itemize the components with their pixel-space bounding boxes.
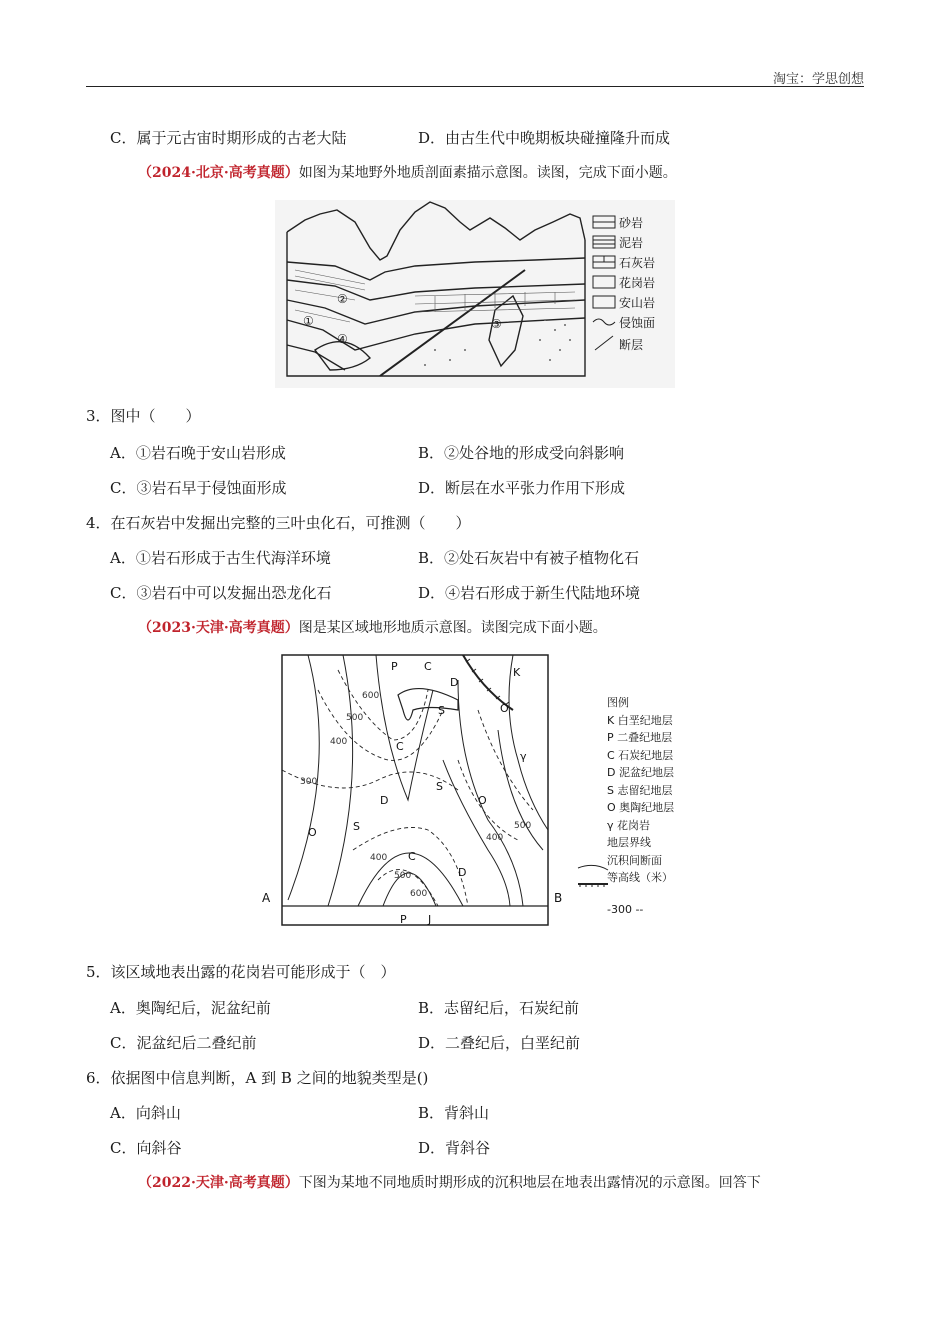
q3-option-a[interactable]: A．①岩石晚于安山岩形成	[110, 444, 286, 462]
q6-option-d[interactable]: D．背斜谷	[418, 1139, 491, 1157]
legend-contour: 等高线（米）	[607, 871, 673, 884]
label-p-bottom: P	[400, 913, 407, 926]
legend-andesite: 安山岩	[619, 296, 656, 310]
marker-3: ③	[491, 317, 502, 331]
q4-option-c[interactable]: C．③岩石中可以发掘出恐龙化石	[110, 584, 332, 602]
contour-600-bottom: 600	[410, 889, 428, 899]
label-s-left: S	[353, 820, 360, 833]
q4-stem: 4．在石灰岩中发掘出完整的三叶虫化石，可推测（ ）	[86, 514, 471, 532]
legend-gamma: γ 花岗岩	[607, 818, 651, 832]
contour-500-bottom: 500	[394, 871, 412, 881]
contour-600-top: 600	[362, 691, 380, 701]
point-b: B	[554, 891, 563, 905]
geologic-map-figure	[258, 650, 638, 935]
q6-option-b[interactable]: B．背斜山	[418, 1104, 490, 1122]
legend-limestone: 石灰岩	[619, 256, 656, 270]
map-legend	[607, 694, 717, 918]
legend-k: K 白垩纪地层	[607, 713, 673, 727]
label-c-bottom: C	[408, 850, 416, 863]
intro-2022	[138, 1173, 761, 1193]
label-k: K	[513, 666, 521, 679]
legend-contour-sample: -300 --	[607, 902, 644, 916]
contour-400-bottom: 400	[370, 853, 388, 863]
label-p-top: P	[391, 660, 398, 673]
label-s-mid: S	[436, 780, 443, 793]
intro-2024	[138, 163, 677, 183]
intro-text: 下图为某地不同地质时期形成的沉积地层在地表出露情况的示意图。回答下	[298, 1175, 761, 1191]
legend-boundary: 地层界线	[607, 836, 651, 849]
source-tag: （2023·天津·高考真题）	[138, 620, 299, 636]
legend-o: O 奥陶纪地层	[607, 801, 675, 814]
q5-option-d[interactable]: D．二叠纪后，白垩纪前	[418, 1034, 581, 1052]
legend-p: P 二叠纪地层	[607, 731, 673, 744]
q5-option-b[interactable]: B．志留纪后，石炭纪前	[418, 999, 580, 1017]
legend-sandstone: 砂岩	[619, 216, 644, 230]
q5-option-c[interactable]: C．泥盆纪后二叠纪前	[110, 1034, 257, 1052]
intro-text: 如图为某地野外地质剖面素描示意图。读图，完成下面小题。	[298, 165, 677, 181]
point-a: A	[262, 891, 271, 905]
q6-stem: 6．依据图中信息判断，A 到 B 之间的地貌类型是()	[86, 1069, 429, 1087]
contour-500-top: 500	[346, 713, 364, 723]
q5-option-a[interactable]: A．奥陶纪后，泥盆纪前	[110, 999, 271, 1017]
marker-1: ①	[303, 314, 314, 328]
intro-2023	[138, 618, 607, 638]
legend-granite: 花岗岩	[619, 276, 656, 290]
legend-d: D 泥盆纪地层	[607, 766, 674, 779]
label-j-bottom: J	[428, 913, 432, 926]
legend-title: 图例	[607, 696, 629, 709]
label-o-right: O	[500, 702, 509, 715]
contour-400-right: 400	[486, 833, 504, 843]
q4-option-b[interactable]: B．②处石灰岩中有被子植物化石	[418, 549, 640, 567]
label-o-left: O	[308, 826, 317, 839]
legend-unconformity: 沉积间断面	[607, 853, 662, 867]
q4-option-a[interactable]: A．①岩石形成于古生代海洋环境	[110, 549, 331, 567]
legend-mudstone: 泥岩	[619, 236, 644, 250]
label-c-top: C	[424, 660, 432, 673]
prev-option-c: C．属于元古宙时期形成的古老大陆	[110, 129, 347, 147]
label-c-mid: C	[396, 740, 404, 753]
label-s-top: S	[438, 704, 445, 717]
label-d-bottom: D	[458, 866, 467, 879]
intro-text: 图是某区域地形地质示意图。读图完成下面小题。	[298, 620, 607, 636]
contour-400-top: 400	[330, 737, 348, 747]
prev-option-d: D．由古生代中晚期板块碰撞隆升而成	[418, 129, 671, 147]
label-gamma: γ	[520, 750, 527, 763]
geologic-section-figure	[275, 200, 675, 388]
source-tag: （2022·天津·高考真题）	[138, 1175, 299, 1191]
header-rule	[86, 86, 864, 87]
label-d-top: D	[450, 676, 459, 689]
q3-option-b[interactable]: B．②处谷地的形成受向斜影响	[418, 444, 625, 462]
legend-fault: 断层	[619, 338, 644, 352]
q6-option-a[interactable]: A．向斜山	[110, 1104, 181, 1122]
label-o-mid: O	[478, 794, 487, 807]
label-d-mid: D	[380, 794, 389, 807]
header-brand: 淘宝：学思创想	[772, 72, 864, 87]
q3-option-d[interactable]: D．断层在水平张力作用下形成	[418, 479, 626, 497]
q3-option-c[interactable]: C．③岩石早于侵蚀面形成	[110, 479, 287, 497]
legend-c: C 石炭纪地层	[607, 748, 674, 762]
source-tag: （2024·北京·高考真题）	[138, 165, 299, 181]
q6-option-c[interactable]: C．向斜谷	[110, 1139, 182, 1157]
contour-500-right: 500	[514, 821, 532, 831]
legend-erosion-surface: 侵蚀面	[619, 316, 656, 330]
marker-4: ④	[337, 332, 348, 346]
contour-300-left: 300	[300, 777, 318, 787]
q4-option-d[interactable]: D．④岩石形成于新生代陆地环境	[418, 584, 641, 602]
q3-stem: 3．图中（ ）	[86, 407, 201, 425]
q5-stem: 5．该区域地表出露的花岗岩可能形成于（ ）	[86, 963, 396, 981]
legend-s: S 志留纪地层	[607, 783, 673, 797]
marker-2: ②	[337, 292, 348, 306]
